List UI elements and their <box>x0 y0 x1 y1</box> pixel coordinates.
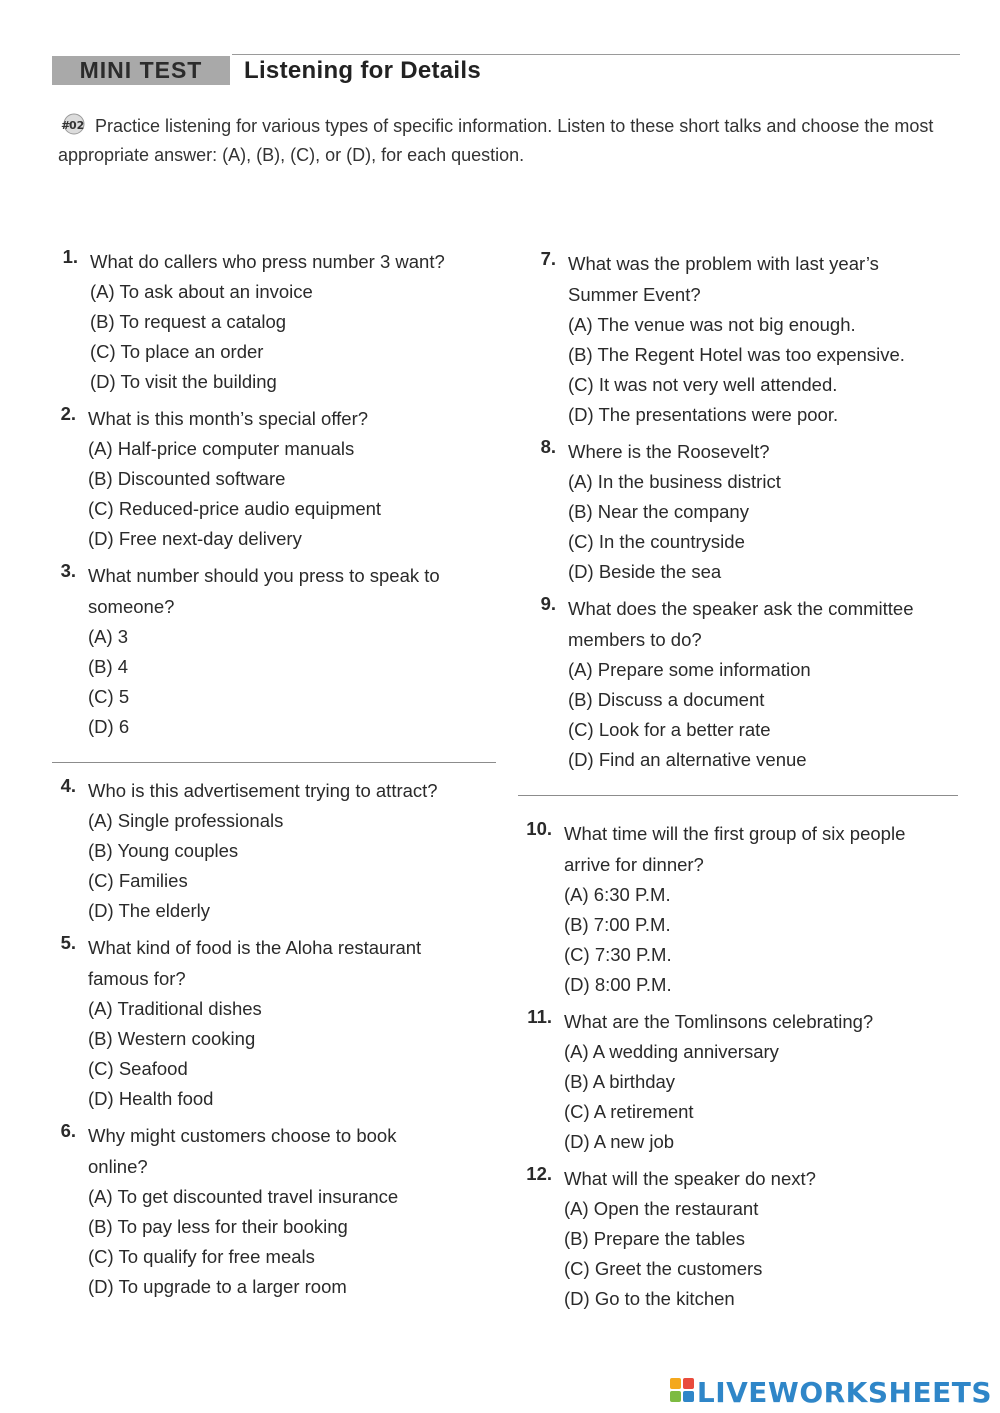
logo-text: LIVEWORKSHEETS <box>696 1376 992 1409</box>
option-c[interactable]: (C) It was not very well attended. <box>568 374 838 395</box>
option-b[interactable]: (B) Discuss a document <box>568 689 765 710</box>
question-number: 6. <box>60 1120 76 1141</box>
option-a[interactable]: (A) To get discounted travel insurance <box>88 1186 399 1207</box>
mini-test-badge: MINI TEST <box>52 56 230 85</box>
option-a[interactable]: (A) The venue was not big enough. <box>568 314 856 335</box>
question-text: Who is this advertisement trying to attract? <box>88 780 438 801</box>
question-number: 8. <box>540 436 556 457</box>
option-b[interactable]: (B) 7:00 P.M. <box>564 914 671 935</box>
instructions-text: Practice listening for various types of specific information. Listen to these short talks and choose the most appropriate answer: (A), (B), (C), or (D), for each question. <box>58 116 934 165</box>
question-text: What is this month’s special offer? <box>88 408 369 429</box>
option-c[interactable]: (C) 5 <box>88 686 130 707</box>
svg-text:#: # <box>61 119 71 132</box>
page-title: Listening for Details <box>244 57 481 84</box>
question-number: 11. <box>527 1006 552 1027</box>
option-b[interactable]: (B) To pay less for their booking <box>88 1216 348 1237</box>
question-1 <box>54 246 502 397</box>
question-text: What kind of food is the Aloha restaurant famous for? <box>88 937 422 989</box>
option-a[interactable]: (A) Traditional dishes <box>88 998 262 1019</box>
option-d[interactable]: (D) A new job <box>564 1131 675 1152</box>
option-c[interactable]: (C) A retirement <box>564 1101 694 1122</box>
header-rule <box>232 54 960 55</box>
section-divider <box>518 795 958 796</box>
question-9 <box>518 593 968 775</box>
questions-left-column <box>52 246 502 1302</box>
question-text: What do callers who press number 3 want? <box>90 251 445 272</box>
section-divider <box>52 762 496 763</box>
question-5 <box>52 932 502 1114</box>
question-11 <box>518 1006 968 1157</box>
option-a[interactable]: (A) Half-price computer manuals <box>88 438 355 459</box>
option-c[interactable]: (C) Families <box>88 870 188 891</box>
option-a[interactable]: (A) Open the restaurant <box>564 1198 759 1219</box>
question-text: What number should you press to speak to someone? <box>88 565 440 617</box>
question-number: 10. <box>526 818 552 839</box>
option-d[interactable]: (D) Beside the sea <box>568 561 722 582</box>
option-a[interactable]: (A) Single professionals <box>88 810 284 831</box>
question-number: 2. <box>60 403 76 424</box>
option-d[interactable]: (D) Health food <box>88 1088 214 1109</box>
option-d[interactable]: (D) 8:00 P.M. <box>564 974 672 995</box>
option-a[interactable]: (A) 6:30 P.M. <box>564 884 671 905</box>
question-number: 3. <box>60 560 76 581</box>
option-c[interactable]: (C) Look for a better rate <box>568 719 771 740</box>
question-number: 12. <box>526 1163 552 1184</box>
option-c[interactable]: (C) Greet the customers <box>564 1258 763 1279</box>
option-c[interactable]: (C) To place an order <box>90 341 264 362</box>
question-text: What are the Tomlinsons celebrating? <box>564 1011 874 1032</box>
option-a[interactable]: (A) A wedding anniversary <box>564 1041 779 1062</box>
question-text: What will the speaker do next? <box>564 1168 816 1189</box>
option-a[interactable]: (A) Prepare some information <box>568 659 811 680</box>
option-b[interactable]: (B) 4 <box>88 656 129 677</box>
option-c[interactable]: (C) 7:30 P.M. <box>564 944 672 965</box>
question-number: 9. <box>540 593 556 614</box>
option-c[interactable]: (C) Seafood <box>88 1058 188 1079</box>
question-6 <box>52 1120 502 1302</box>
option-b[interactable]: (B) Western cooking <box>88 1028 256 1049</box>
question-text: What was the problem with last year’s Summer Event? <box>568 253 879 305</box>
option-d[interactable]: (D) 6 <box>88 716 130 737</box>
question-12 <box>518 1163 968 1314</box>
option-b[interactable]: (B) Discounted software <box>88 468 286 489</box>
option-a[interactable]: (A) 3 <box>88 626 129 647</box>
question-number: 1. <box>62 246 78 267</box>
option-d[interactable]: (D) Go to the kitchen <box>564 1288 735 1309</box>
option-a[interactable]: (A) In the business district <box>568 471 781 492</box>
option-c[interactable]: (C) Reduced-price audio equipment <box>88 498 382 519</box>
option-d[interactable]: (D) Free next-day delivery <box>88 528 302 549</box>
question-3 <box>52 560 502 742</box>
option-d[interactable]: (D) Find an alternative venue <box>568 749 807 770</box>
question-number: 7. <box>540 248 556 269</box>
option-b[interactable]: (B) The Regent Hotel was too expensive. <box>568 344 905 365</box>
question-2 <box>52 403 502 554</box>
question-text: What time will the first group of six people arrive for dinner? <box>564 823 906 875</box>
liveworksheets-logo[interactable] <box>670 1376 992 1409</box>
option-c[interactable]: (C) In the countryside <box>568 531 745 552</box>
instructions <box>58 112 958 170</box>
track-number: 02 <box>69 119 85 132</box>
option-c[interactable]: (C) To qualify for free meals <box>88 1246 315 1267</box>
question-7 <box>518 248 968 430</box>
audio-track-icon <box>58 113 90 135</box>
option-d[interactable]: (D) To visit the building <box>90 371 277 392</box>
option-a[interactable]: (A) To ask about an invoice <box>90 281 313 302</box>
option-b[interactable]: (B) Near the company <box>568 501 749 522</box>
question-number: 4. <box>60 775 76 796</box>
question-4 <box>52 775 502 926</box>
option-d[interactable]: (D) The elderly <box>88 900 211 921</box>
option-b[interactable]: (B) To request a catalog <box>90 311 287 332</box>
option-b[interactable]: (B) Prepare the tables <box>564 1228 745 1249</box>
question-number: 5. <box>60 932 76 953</box>
question-text: Why might customers choose to book online? <box>88 1125 397 1177</box>
question-8 <box>518 436 968 587</box>
question-text: What does the speaker ask the committee members to do? <box>568 598 914 650</box>
option-d[interactable]: (D) The presentations were poor. <box>568 404 839 425</box>
logo-grid-icon <box>670 1378 694 1407</box>
option-d[interactable]: (D) To upgrade to a larger room <box>88 1276 347 1297</box>
questions-right-column <box>518 248 968 1314</box>
question-text: Where is the Roosevelt? <box>568 441 770 462</box>
option-b[interactable]: (B) A birthday <box>564 1071 676 1092</box>
question-10 <box>518 818 968 1000</box>
option-b[interactable]: (B) Young couples <box>88 840 239 861</box>
